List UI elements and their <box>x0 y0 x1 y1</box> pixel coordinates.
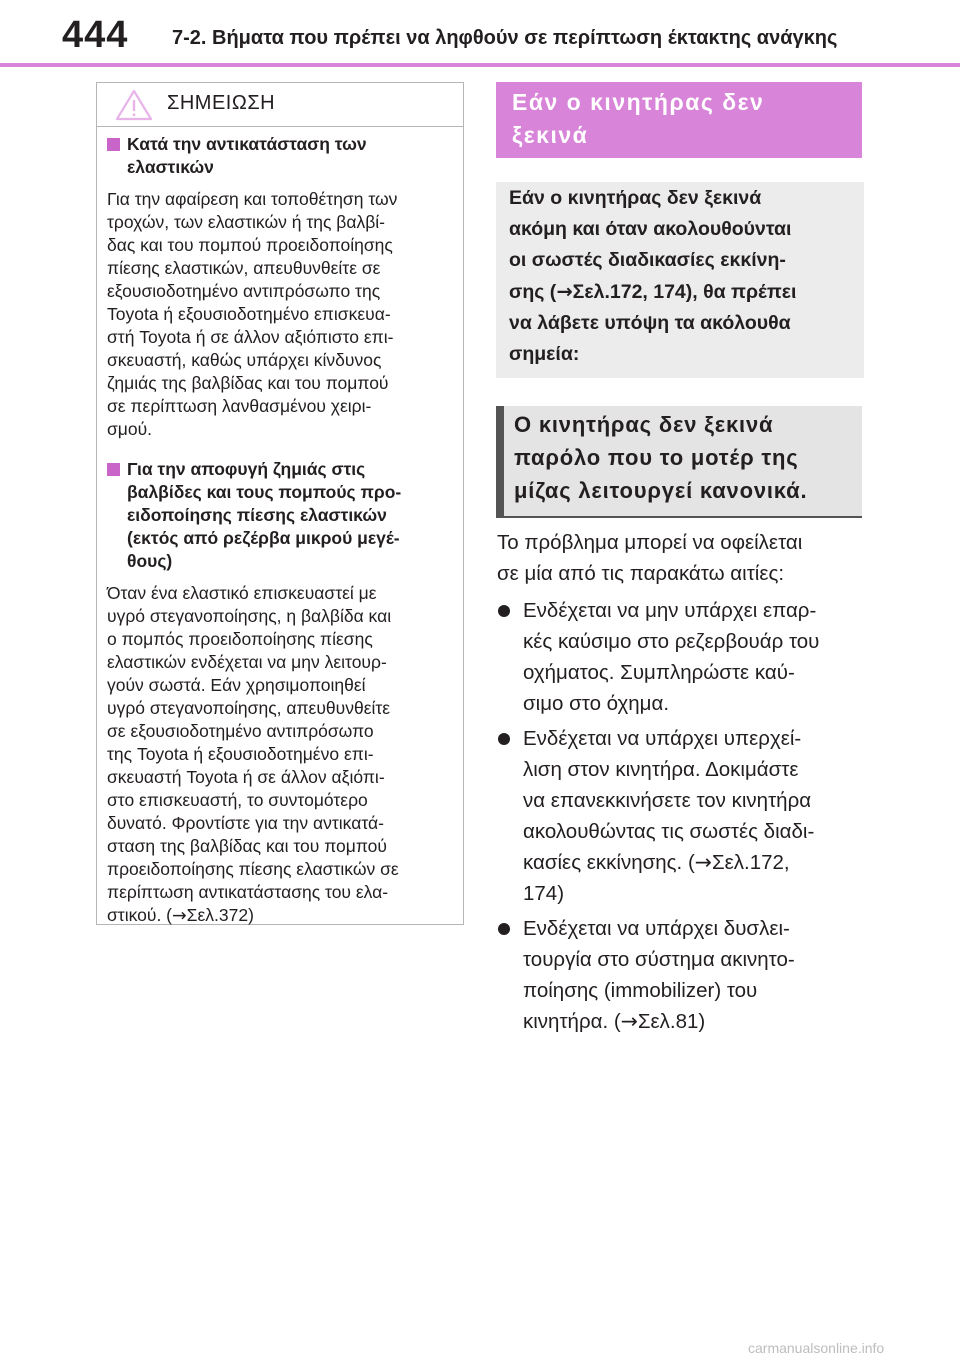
text-line: Για την αποφυγή ζημιάς στις <box>127 459 366 479</box>
text-line: (εκτός από ρεζέρβα μικρού μεγέ- <box>127 528 400 548</box>
page-reference-link[interactable]: Σελ.172, <box>711 851 790 874</box>
page-reference-link[interactable]: Σελ.372) <box>186 905 254 925</box>
text-line: παρόλο που το μοτέρ της <box>514 445 799 470</box>
header-rule <box>0 63 960 67</box>
text-line: υγρό στεγανοποίησης, απευθυνθείτε <box>107 698 391 718</box>
text-line: σε εξουσιοδοτημένο αντιπρόσωπο <box>107 721 374 741</box>
note-subheading-2 <box>107 458 449 573</box>
text-line <box>509 276 850 308</box>
right-arrow-icon: → <box>694 850 712 874</box>
section-banner <box>496 82 862 158</box>
text-line: εξουσιοδοτημένο αντιπρόσωπο της <box>107 281 381 301</box>
causes-section <box>497 527 867 1037</box>
text-line: γούν σωστά. Εάν χρησιμοποιηθεί <box>107 675 366 695</box>
subheading-banner <box>496 406 862 518</box>
bullet-dot-icon <box>498 605 510 617</box>
text-line: ποίησης (immobilizer) του <box>523 979 758 1002</box>
bullet-dot-icon <box>498 733 510 745</box>
text-line: δας και του πομπού προειδοποίησης <box>107 235 393 255</box>
note-header <box>97 83 463 127</box>
text-line: σκευαστή Toyota ή σε άλλον αξιόπι- <box>107 767 385 787</box>
text-line: 174) <box>523 882 565 905</box>
text-line: οχήματος. Συμπληρώστε καύ- <box>523 661 795 684</box>
text-line: τουργία στο σύστημα ακινητο- <box>523 948 795 971</box>
text-line: Ο κινητήρας δεν ξεκινά <box>514 412 774 437</box>
text-line: ακόμη και όταν ακολουθούνται <box>509 218 792 240</box>
text-line: ζημιάς της βαλβίδας και του πομπού <box>107 373 389 393</box>
text-line: ειδοποίησης πίεσης ελαστικών <box>127 505 387 525</box>
right-arrow-icon: → <box>172 906 187 926</box>
text-line: Το πρόβλημα μπορεί να οφείλεται <box>497 531 803 554</box>
text-line <box>523 1006 867 1037</box>
text-line: σε περίπτωση λανθασμένου χειρι- <box>107 396 372 416</box>
text-span: σης ( <box>509 281 557 303</box>
text-line: να λάβετε υπόψη τα ακόλουθα <box>509 312 791 334</box>
text-line: της Toyota ή εξουσιοδοτημένο επι- <box>107 744 374 764</box>
note-box <box>96 82 464 925</box>
text-line: ελαστικών ενδέχεται να μην λειτουρ- <box>107 652 387 672</box>
text-line: λιση στον κινητήρα. Δοκιμάστε <box>523 758 799 781</box>
text-line: σημεία: <box>509 343 580 365</box>
bullet-item <box>497 723 867 909</box>
text-line: μίζας λειτουργεί κανονικά. <box>514 478 808 503</box>
note-subheading-1 <box>107 133 449 179</box>
text-line: θους) <box>127 551 173 571</box>
text-line: να επανεκκινήσετε τον κινητήρα <box>523 789 812 812</box>
page-reference-link[interactable]: Σελ.172, 174), θα πρέπει <box>572 281 797 303</box>
text-line: ελαστικών <box>127 157 214 177</box>
text-line: ο πομπός προειδοποίησης πίεσης <box>107 629 373 649</box>
square-bullet-icon <box>107 138 120 151</box>
text-line <box>523 847 867 878</box>
right-arrow-icon: → <box>620 1009 638 1033</box>
lead-paragraph <box>497 527 867 589</box>
note-paragraph-2 <box>107 582 449 928</box>
text-span: κινητήρα. ( <box>523 1010 621 1033</box>
text-line: Ενδέχεται να μην υπάρχει επαρ- <box>523 599 817 622</box>
text-line: Για την αφαίρεση και τοποθέτηση των <box>107 189 398 209</box>
banner-line: ξεκινά <box>512 122 589 148</box>
text-line: υγρό στεγανοποίησης, η βαλβίδα και <box>107 606 392 626</box>
bullet-dot-icon <box>498 923 510 935</box>
text-line: σκευαστή, καθώς υπάρχει κίνδυνος <box>107 350 382 370</box>
text-line: κές καύσιμο στο ρεζερβουάρ του <box>523 630 820 653</box>
text-line: δυνατό. Φροντίστε για την αντικατά- <box>107 813 384 833</box>
text-line: Κατά την αντικατάσταση των <box>127 134 367 154</box>
intro-text <box>509 182 850 370</box>
text-line: πίεσης ελαστικών, απευθυνθείτε σε <box>107 258 381 278</box>
text-span: στικού. ( <box>107 905 172 925</box>
text-line: στο επισκευαστή, το συντομότερο <box>107 790 368 810</box>
text-line: Όταν ένα ελαστικό επισκευαστεί με <box>107 583 377 603</box>
warning-triangle-icon <box>115 89 153 121</box>
text-line: Ενδέχεται να υπάρχει δυσλει- <box>523 917 790 940</box>
right-arrow-icon: → <box>556 280 573 303</box>
page-number: 444 <box>62 14 129 56</box>
text-line: Εάν ο κινητήρας δεν ξεκινά <box>509 187 762 209</box>
note-body <box>97 133 463 928</box>
text-line: σε μία από τις παρακάτω αιτίες: <box>497 562 785 585</box>
page-reference-link[interactable]: Σελ.81) <box>637 1010 706 1033</box>
subheading-text <box>514 408 852 507</box>
note-title: ΣΗΜΕΙΩΣΗ <box>167 92 276 114</box>
section-title: 7-2. Βήματα που πρέπει να ληφθούν σε περίπτωση έκτακτης ανάγκης <box>172 27 838 49</box>
text-line: σταση της βαλβίδας και του πομπού <box>107 836 387 856</box>
watermark: carmanualsonline.info <box>748 1340 885 1356</box>
text-line: περίπτωση αντικατάστασης του ελα- <box>107 882 389 902</box>
text-line: προειδοποίησης πίεσης ελαστικών σε <box>107 859 399 879</box>
text-line: βαλβίδες και τους πομπούς προ- <box>127 482 402 502</box>
square-bullet-icon <box>107 463 120 476</box>
text-line: σμού. <box>107 419 153 439</box>
text-line: Ενδέχεται να υπάρχει υπερχεί- <box>523 727 802 750</box>
page-header <box>0 0 960 70</box>
text-span: κασίες εκκίνησης. ( <box>523 851 695 874</box>
banner-line: Εάν ο κινητήρας δεν <box>512 89 765 115</box>
text-line: στή Toyota ή σε άλλον αξιόπιστο επι- <box>107 327 394 347</box>
bullet-item <box>497 595 867 719</box>
text-line <box>107 904 449 928</box>
note-paragraph-1 <box>107 188 449 441</box>
text-line: οι σωστές διαδικασίες εκκίνη- <box>509 249 786 271</box>
text-line: τροχών, των ελαστικών ή της βαλβί- <box>107 212 385 232</box>
intro-box <box>496 182 864 378</box>
text-line: Toyota ή εξουσιοδοτημένο επισκευα- <box>107 304 391 324</box>
text-line: ακολουθώντας τις σωστές διαδι- <box>523 820 815 843</box>
text-line: σιμο στο όχημα. <box>523 692 670 715</box>
bullet-item <box>497 913 867 1037</box>
